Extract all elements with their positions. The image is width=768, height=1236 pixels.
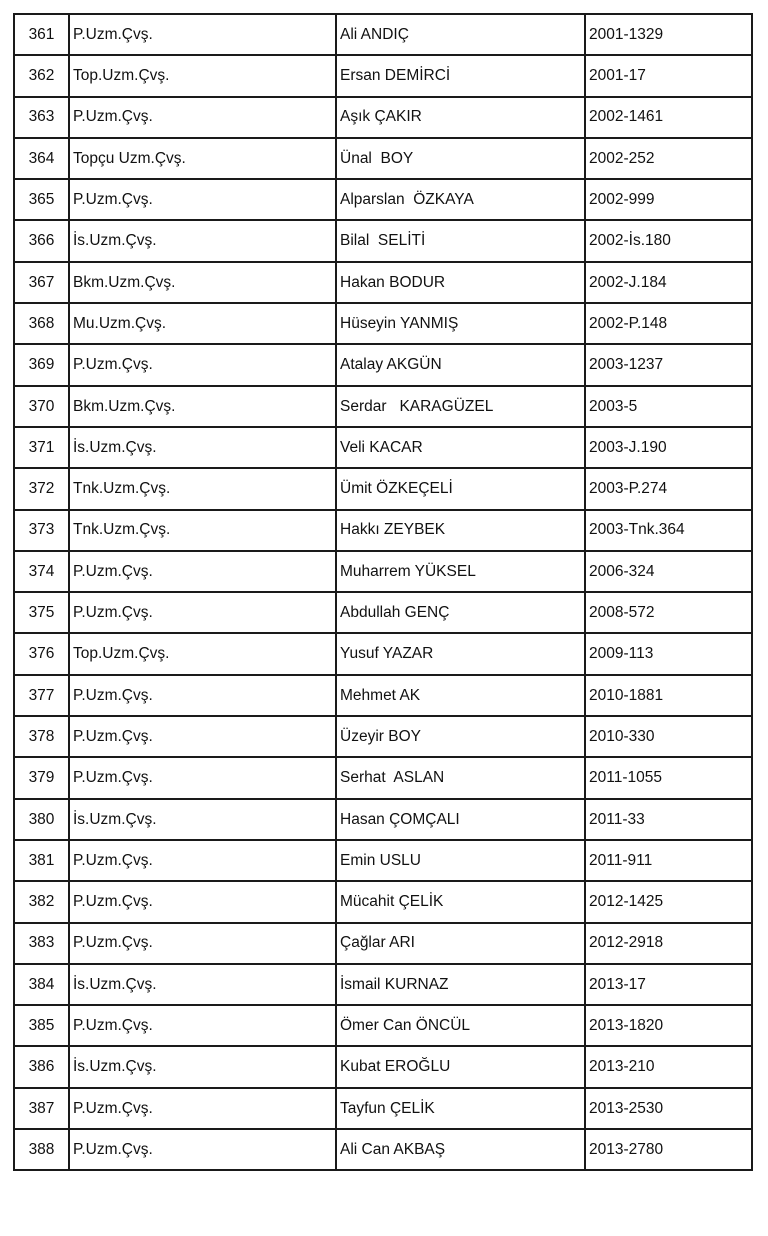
- table-row: [14, 675, 752, 716]
- rank-cell: İs.Uzm.Çvş.: [69, 799, 336, 840]
- registry-number-cell: 2003-J.190: [585, 427, 752, 468]
- person-name-cell: Ünal BOY: [336, 138, 585, 179]
- person-name-cell: Bilal SELİTİ: [336, 220, 585, 261]
- row-number-cell: 367: [14, 262, 69, 303]
- person-name-cell: Ali ANDIÇ: [336, 14, 585, 55]
- table-row: [14, 97, 752, 138]
- row-number-cell: 375: [14, 592, 69, 633]
- row-number-cell: 374: [14, 551, 69, 592]
- rank-cell: Top.Uzm.Çvş.: [69, 55, 336, 96]
- registry-number-cell: 2011-1055: [585, 757, 752, 798]
- rank-cell: P.Uzm.Çvş.: [69, 592, 336, 633]
- row-number-cell: 368: [14, 303, 69, 344]
- table-row: [14, 551, 752, 592]
- rank-cell: İs.Uzm.Çvş.: [69, 1046, 336, 1087]
- rank-cell: P.Uzm.Çvş.: [69, 1129, 336, 1170]
- table-row: [14, 468, 752, 509]
- row-number-cell: 387: [14, 1088, 69, 1129]
- rank-cell: P.Uzm.Çvş.: [69, 179, 336, 220]
- person-name-cell: Kubat EROĞLU: [336, 1046, 585, 1087]
- row-number-cell: 363: [14, 97, 69, 138]
- registry-number-cell: 2010-330: [585, 716, 752, 757]
- rank-cell: P.Uzm.Çvş.: [69, 716, 336, 757]
- registry-number-cell: 2002-J.184: [585, 262, 752, 303]
- row-number-cell: 378: [14, 716, 69, 757]
- registry-number-cell: 2012-1425: [585, 881, 752, 922]
- registry-number-cell: 2002-1461: [585, 97, 752, 138]
- rank-cell: P.Uzm.Çvş.: [69, 840, 336, 881]
- row-number-cell: 371: [14, 427, 69, 468]
- rank-cell: İs.Uzm.Çvş.: [69, 220, 336, 261]
- person-name-cell: Tayfun ÇELİK: [336, 1088, 585, 1129]
- table-row: [14, 716, 752, 757]
- person-name-cell: Emin USLU: [336, 840, 585, 881]
- person-name-cell: Hakkı ZEYBEK: [336, 510, 585, 551]
- row-number-cell: 373: [14, 510, 69, 551]
- person-name-cell: Üzeyir BOY: [336, 716, 585, 757]
- row-number-cell: 365: [14, 179, 69, 220]
- row-number-cell: 369: [14, 344, 69, 385]
- row-number-cell: 366: [14, 220, 69, 261]
- row-number-cell: 381: [14, 840, 69, 881]
- rank-cell: Tnk.Uzm.Çvş.: [69, 510, 336, 551]
- personnel-list-page: [13, 13, 751, 1171]
- row-number-cell: 379: [14, 757, 69, 798]
- person-name-cell: Ersan DEMİRCİ: [336, 55, 585, 96]
- registry-number-cell: 2002-İs.180: [585, 220, 752, 261]
- row-number-cell: 362: [14, 55, 69, 96]
- table-row: [14, 1005, 752, 1046]
- rank-cell: Top.Uzm.Çvş.: [69, 633, 336, 674]
- rank-cell: P.Uzm.Çvş.: [69, 923, 336, 964]
- rank-cell: P.Uzm.Çvş.: [69, 1088, 336, 1129]
- registry-number-cell: 2008-572: [585, 592, 752, 633]
- rank-cell: Bkm.Uzm.Çvş.: [69, 262, 336, 303]
- registry-number-cell: 2006-324: [585, 551, 752, 592]
- rank-cell: P.Uzm.Çvş.: [69, 14, 336, 55]
- registry-number-cell: 2012-2918: [585, 923, 752, 964]
- row-number-cell: 388: [14, 1129, 69, 1170]
- table-row: [14, 303, 752, 344]
- person-name-cell: Hakan BODUR: [336, 262, 585, 303]
- registry-number-cell: 2013-1820: [585, 1005, 752, 1046]
- rank-cell: P.Uzm.Çvş.: [69, 881, 336, 922]
- person-name-cell: Yusuf YAZAR: [336, 633, 585, 674]
- registry-number-cell: 2011-911: [585, 840, 752, 881]
- registry-number-cell: 2013-17: [585, 964, 752, 1005]
- table-row: [14, 1046, 752, 1087]
- row-number-cell: 370: [14, 386, 69, 427]
- table-row: [14, 633, 752, 674]
- registry-number-cell: 2002-252: [585, 138, 752, 179]
- rank-cell: P.Uzm.Çvş.: [69, 757, 336, 798]
- person-name-cell: Atalay AKGÜN: [336, 344, 585, 385]
- person-name-cell: Çağlar ARI: [336, 923, 585, 964]
- table-row: [14, 510, 752, 551]
- person-name-cell: Ali Can AKBAŞ: [336, 1129, 585, 1170]
- table-row: [14, 592, 752, 633]
- person-name-cell: Mehmet AK: [336, 675, 585, 716]
- registry-number-cell: 2009-113: [585, 633, 752, 674]
- person-name-cell: Ömer Can ÖNCÜL: [336, 1005, 585, 1046]
- rank-cell: İs.Uzm.Çvş.: [69, 964, 336, 1005]
- person-name-cell: Aşık ÇAKIR: [336, 97, 585, 138]
- person-name-cell: İsmail KURNAZ: [336, 964, 585, 1005]
- row-number-cell: 364: [14, 138, 69, 179]
- personnel-table: [13, 13, 753, 1171]
- rank-cell: P.Uzm.Çvş.: [69, 97, 336, 138]
- table-row: [14, 220, 752, 261]
- registry-number-cell: 2002-999: [585, 179, 752, 220]
- table-row: [14, 881, 752, 922]
- table-row: [14, 757, 752, 798]
- rank-cell: Tnk.Uzm.Çvş.: [69, 468, 336, 509]
- table-row: [14, 386, 752, 427]
- table-row: [14, 138, 752, 179]
- table-row: [14, 799, 752, 840]
- person-name-cell: Mücahit ÇELİK: [336, 881, 585, 922]
- registry-number-cell: 2002-P.148: [585, 303, 752, 344]
- registry-number-cell: 2011-33: [585, 799, 752, 840]
- table-row: [14, 923, 752, 964]
- registry-number-cell: 2013-2780: [585, 1129, 752, 1170]
- person-name-cell: Veli KACAR: [336, 427, 585, 468]
- row-number-cell: 380: [14, 799, 69, 840]
- table-row: [14, 344, 752, 385]
- table-row: [14, 179, 752, 220]
- row-number-cell: 386: [14, 1046, 69, 1087]
- rank-cell: İs.Uzm.Çvş.: [69, 427, 336, 468]
- table-row: [14, 1088, 752, 1129]
- table-row: [14, 1129, 752, 1170]
- table-row: [14, 55, 752, 96]
- rank-cell: Topçu Uzm.Çvş.: [69, 138, 336, 179]
- person-name-cell: Hasan ÇOMÇALI: [336, 799, 585, 840]
- rank-cell: P.Uzm.Çvş.: [69, 551, 336, 592]
- registry-number-cell: 2013-2530: [585, 1088, 752, 1129]
- registry-number-cell: 2003-P.274: [585, 468, 752, 509]
- person-name-cell: Alparslan ÖZKAYA: [336, 179, 585, 220]
- table-row: [14, 427, 752, 468]
- row-number-cell: 382: [14, 881, 69, 922]
- person-name-cell: Muharrem YÜKSEL: [336, 551, 585, 592]
- person-name-cell: Ümit ÖZKEÇELİ: [336, 468, 585, 509]
- rank-cell: P.Uzm.Çvş.: [69, 1005, 336, 1046]
- row-number-cell: 361: [14, 14, 69, 55]
- rank-cell: Mu.Uzm.Çvş.: [69, 303, 336, 344]
- person-name-cell: Serhat ASLAN: [336, 757, 585, 798]
- row-number-cell: 383: [14, 923, 69, 964]
- registry-number-cell: 2010-1881: [585, 675, 752, 716]
- table-row: [14, 964, 752, 1005]
- table-row: [14, 840, 752, 881]
- rank-cell: Bkm.Uzm.Çvş.: [69, 386, 336, 427]
- row-number-cell: 385: [14, 1005, 69, 1046]
- registry-number-cell: 2003-1237: [585, 344, 752, 385]
- row-number-cell: 372: [14, 468, 69, 509]
- registry-number-cell: 2013-210: [585, 1046, 752, 1087]
- table-row: [14, 14, 752, 55]
- row-number-cell: 384: [14, 964, 69, 1005]
- registry-number-cell: 2003-5: [585, 386, 752, 427]
- row-number-cell: 376: [14, 633, 69, 674]
- registry-number-cell: 2001-17: [585, 55, 752, 96]
- person-name-cell: Abdullah GENÇ: [336, 592, 585, 633]
- registry-number-cell: 2001-1329: [585, 14, 752, 55]
- person-name-cell: Serdar KARAGÜZEL: [336, 386, 585, 427]
- rank-cell: P.Uzm.Çvş.: [69, 344, 336, 385]
- personnel-table-body: [14, 14, 752, 1170]
- row-number-cell: 377: [14, 675, 69, 716]
- rank-cell: P.Uzm.Çvş.: [69, 675, 336, 716]
- person-name-cell: Hüseyin YANMIŞ: [336, 303, 585, 344]
- registry-number-cell: 2003-Tnk.364: [585, 510, 752, 551]
- table-row: [14, 262, 752, 303]
